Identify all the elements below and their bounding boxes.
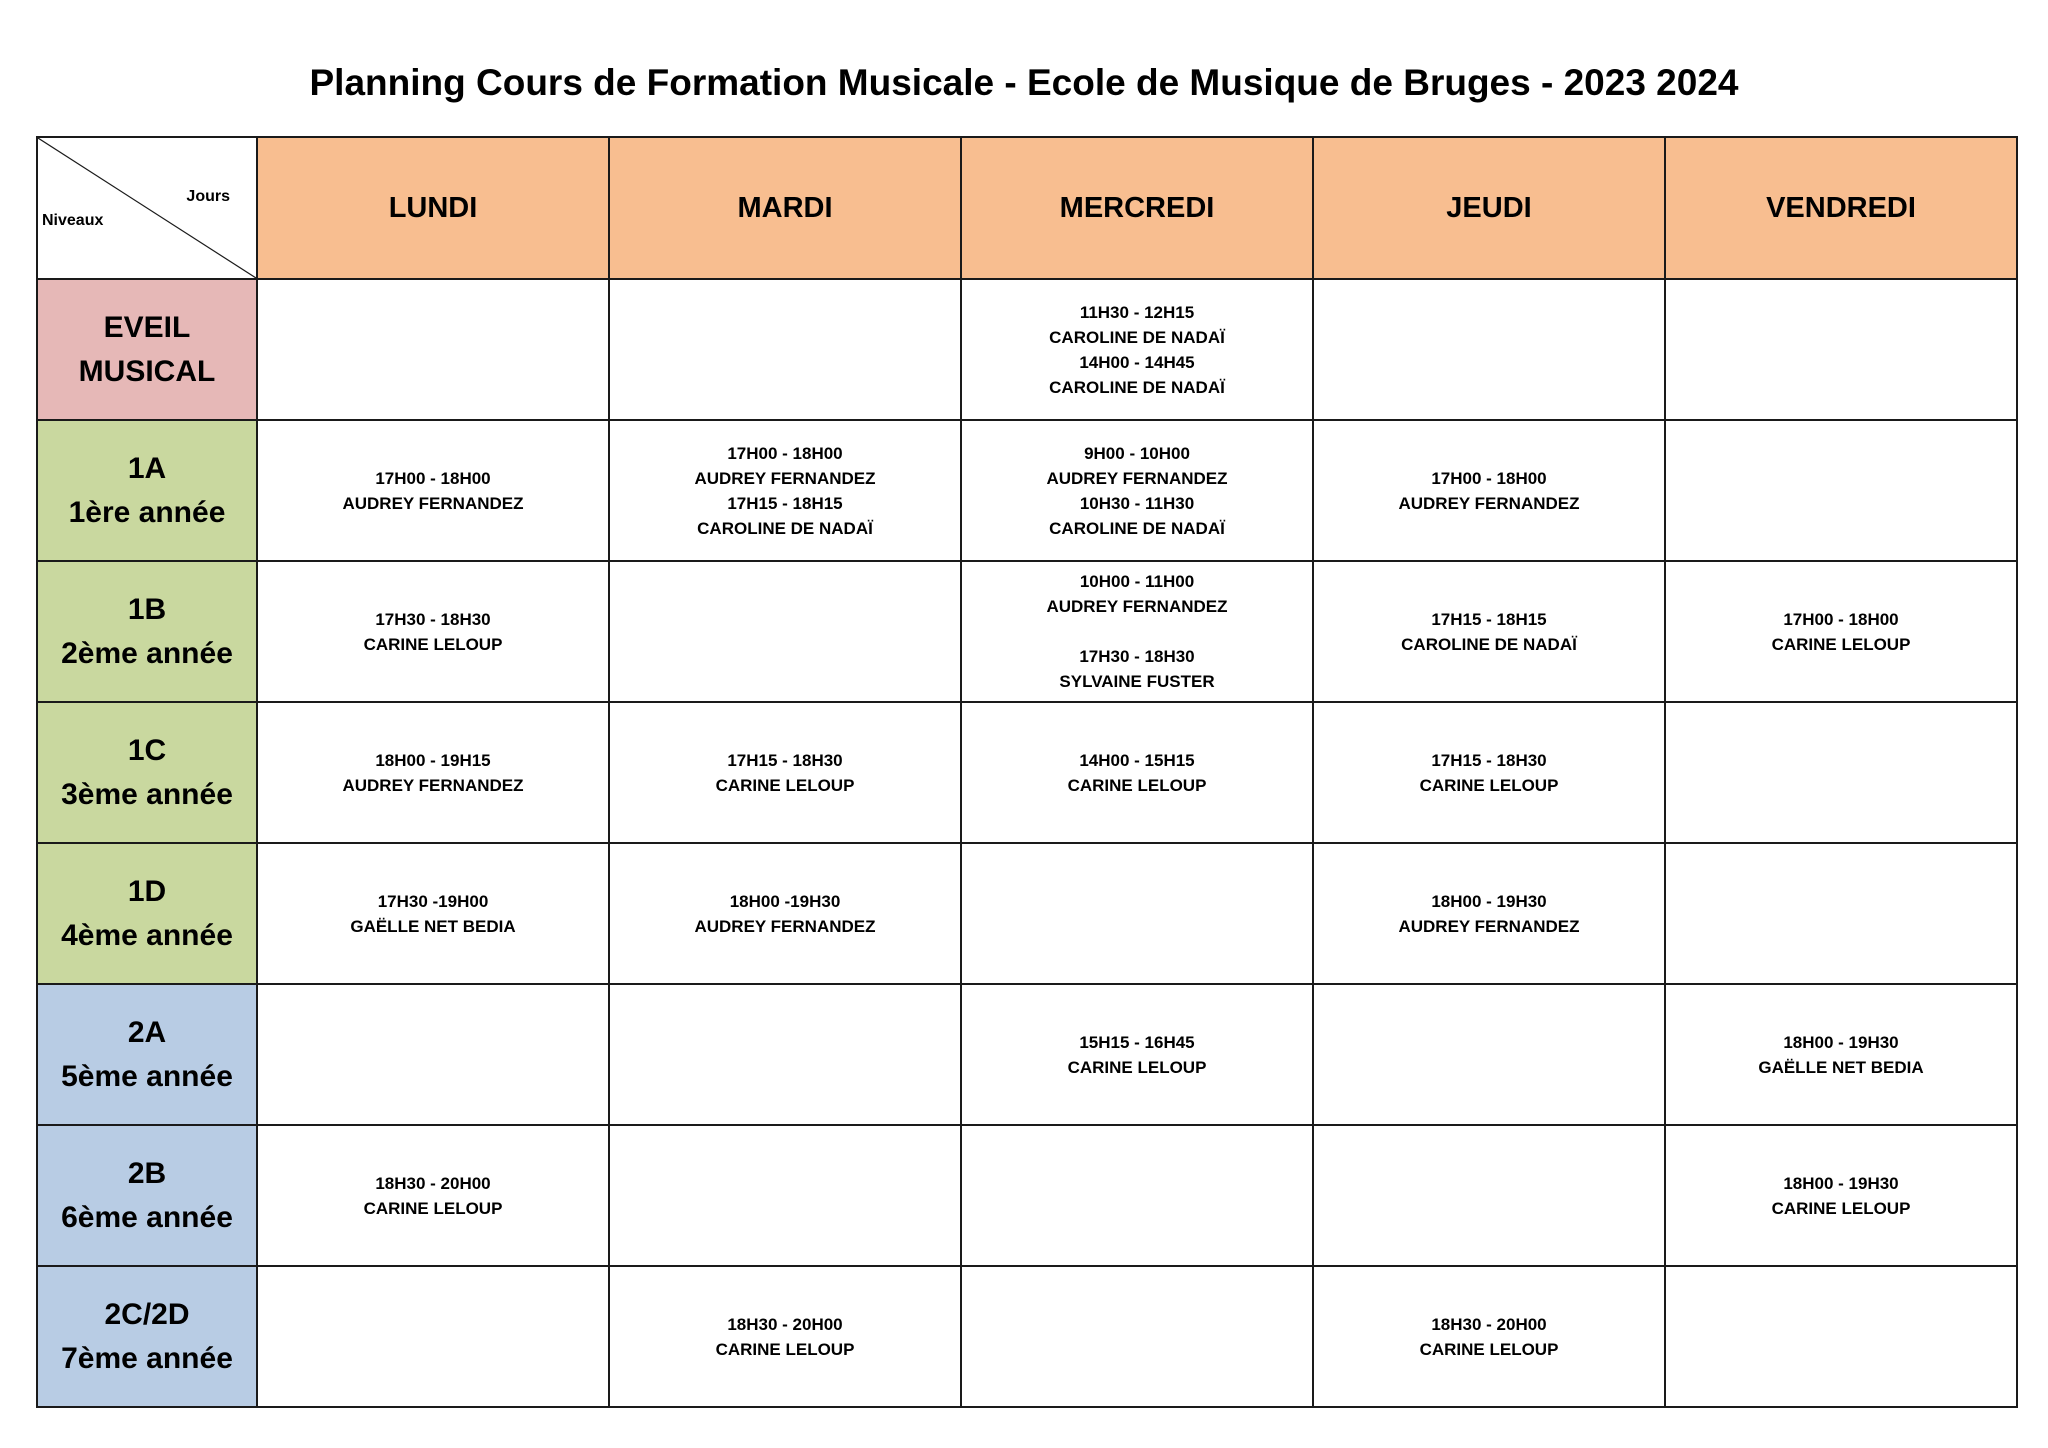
slot-cell-monday	[257, 420, 609, 561]
slot-cell-wednesday	[961, 561, 1313, 702]
schedule-row	[37, 561, 2017, 702]
level-label: 2ème année	[61, 636, 233, 670]
slot-cell-tuesday	[609, 279, 961, 420]
slot-cell-wednesday	[961, 843, 1313, 984]
slot-line: CAROLINE DE NADAÏ	[1049, 518, 1225, 538]
level-label: 3ème année	[61, 777, 233, 811]
schedule-row	[37, 702, 2017, 843]
slot-cell-monday	[257, 843, 609, 984]
day-header-tuesday: MARDI	[609, 137, 961, 279]
schedule-row	[37, 984, 2017, 1125]
slot-line: 17H00 - 18H00	[1431, 468, 1547, 488]
level-cell	[37, 702, 257, 843]
page-title: Planning Cours de Formation Musicale - Ecole de Musique de Bruges - 2023 2024	[309, 62, 1739, 103]
day-header-wednesday: MERCREDI	[961, 137, 1313, 279]
slot-line: 18H00 - 19H30	[1783, 1173, 1899, 1193]
slot-cell-monday	[257, 984, 609, 1125]
corner-label-levels: Niveaux	[42, 212, 104, 229]
slot-line: SYLVAINE FUSTER	[1059, 672, 1215, 691]
level-cell	[37, 1125, 257, 1266]
slot-cell-friday	[1665, 1125, 2017, 1266]
slot-cell-tuesday	[609, 702, 961, 843]
level-label: 7ème année	[61, 1341, 233, 1375]
slot-line: 14H00 - 14H45	[1079, 352, 1195, 372]
slot-line: 14H00 - 15H15	[1079, 750, 1195, 770]
slot-line: 18H00 - 19H15	[375, 750, 491, 770]
slot-line: 17H30 - 18H30	[1079, 647, 1195, 666]
slot-line: 17H00 - 18H00	[375, 468, 491, 488]
schedule-row	[37, 420, 2017, 561]
slot-line: GAËLLE NET BEDIA	[1758, 1057, 1924, 1077]
slot-cell-tuesday	[609, 843, 961, 984]
schedule-table	[36, 136, 2018, 1408]
slot-cell-friday	[1665, 984, 2017, 1125]
header-row	[37, 137, 2017, 279]
slot-line: CARINE LELOUP	[1771, 1198, 1911, 1218]
slot-cell-friday	[1665, 420, 2017, 561]
level-cell	[37, 561, 257, 702]
day-header-thursday: JEUDI	[1313, 137, 1665, 279]
diagonal-line	[38, 138, 256, 278]
slot-cell-monday	[257, 702, 609, 843]
slot-cell-thursday	[1313, 279, 1665, 420]
slot-line: 17H30 -19H00	[377, 891, 489, 911]
schedule-row	[37, 843, 2017, 984]
slot-line: 18H30 - 20H00	[1431, 1314, 1547, 1334]
slot-line: 9H00 - 10H00	[1084, 443, 1190, 463]
slot-cell-thursday	[1313, 984, 1665, 1125]
slot-line: CAROLINE DE NADAÏ	[1049, 377, 1225, 397]
level-cell	[37, 1266, 257, 1407]
slot-line: 18H00 -19H30	[729, 891, 841, 911]
slot-line: CARINE LELOUP	[1771, 634, 1911, 654]
level-label: 2A	[127, 1015, 167, 1049]
slot-cell-tuesday	[609, 1266, 961, 1407]
slot-line: AUDREY FERNANDEZ	[342, 493, 524, 513]
slot-line: AUDREY FERNANDEZ	[1046, 597, 1228, 616]
level-label: 4ème année	[61, 918, 233, 952]
slot-cell-friday	[1665, 702, 2017, 843]
slot-line: 15H15 - 16H45	[1079, 1032, 1195, 1052]
slot-cell-friday	[1665, 561, 2017, 702]
slot-cell-friday	[1665, 843, 2017, 984]
corner-label-days: Jours	[186, 188, 230, 205]
level-label: 5ème année	[61, 1059, 233, 1093]
slot-line: CARINE LELOUP	[1419, 775, 1559, 795]
slot-line: CARINE LELOUP	[1067, 1057, 1207, 1077]
slot-cell-tuesday	[609, 561, 961, 702]
slot-line: 18H00 - 19H30	[1783, 1032, 1899, 1052]
slot-cell-thursday	[1313, 702, 1665, 843]
slot-cell-monday	[257, 279, 609, 420]
day-header-monday: LUNDI	[257, 137, 609, 279]
schedule-row	[37, 1266, 2017, 1407]
slot-cell-thursday	[1313, 420, 1665, 561]
slot-cell-friday	[1665, 1266, 2017, 1407]
slot-line: CAROLINE DE NADAÏ	[1401, 634, 1577, 654]
slot-cell-wednesday	[961, 420, 1313, 561]
slot-line: CARINE LELOUP	[363, 1198, 503, 1218]
slot-cell-monday	[257, 561, 609, 702]
slot-cell-wednesday	[961, 1125, 1313, 1266]
slot-cell-friday	[1665, 279, 2017, 420]
slot-line: AUDREY FERNANDEZ	[694, 468, 876, 488]
slot-line: 11H30 - 12H15	[1079, 302, 1195, 322]
slot-cell-thursday	[1313, 843, 1665, 984]
slot-line: 17H00 - 18H00	[727, 443, 843, 463]
level-label: 1B	[127, 592, 167, 626]
slot-cell-thursday	[1313, 561, 1665, 702]
slot-cell-thursday	[1313, 1266, 1665, 1407]
day-header-friday: VENDREDI	[1665, 137, 2017, 279]
slot-line: 17H15 - 18H30	[1431, 750, 1547, 770]
slot-line: 17H15 - 18H15	[727, 493, 843, 513]
slot-line: GAËLLE NET BEDIA	[350, 916, 516, 936]
slot-line: 17H30 - 18H30	[375, 609, 491, 629]
slot-cell-monday	[257, 1125, 609, 1266]
level-cell	[37, 843, 257, 984]
slot-cell-tuesday	[609, 420, 961, 561]
slot-cell-tuesday	[609, 984, 961, 1125]
slot-cell-thursday	[1313, 1125, 1665, 1266]
slot-line: 10H30 - 11H30	[1079, 493, 1195, 513]
schedule-body	[37, 279, 2017, 1407]
slot-line: CAROLINE DE NADAÏ	[697, 518, 873, 538]
slot-line: 10H00 - 11H00	[1079, 572, 1195, 591]
slot-cell-wednesday	[961, 279, 1313, 420]
slot-line: 18H30 - 20H00	[727, 1314, 843, 1334]
slot-line: CARINE LELOUP	[715, 1339, 855, 1359]
level-label: EVEIL	[103, 310, 191, 344]
slot-line: CARINE LELOUP	[1067, 775, 1207, 795]
slot-cell-monday	[257, 1266, 609, 1407]
level-label: 1ère année	[68, 495, 226, 529]
slot-line: AUDREY FERNANDEZ	[342, 775, 524, 795]
slot-cell-wednesday	[961, 984, 1313, 1125]
level-label: 2C/2D	[104, 1297, 190, 1331]
slot-line: 18H00 - 19H30	[1431, 891, 1547, 911]
slot-line: AUDREY FERNANDEZ	[694, 916, 876, 936]
slot-cell-wednesday	[961, 702, 1313, 843]
slot-line: 17H15 - 18H30	[727, 750, 843, 770]
slot-cell-tuesday	[609, 1125, 961, 1266]
level-label: 6ème année	[61, 1200, 233, 1234]
schedule-row	[37, 279, 2017, 420]
slot-line: AUDREY FERNANDEZ	[1398, 916, 1580, 936]
slot-line: CAROLINE DE NADAÏ	[1049, 327, 1225, 347]
slot-line: CARINE LELOUP	[715, 775, 855, 795]
slot-line: AUDREY FERNANDEZ	[1398, 493, 1580, 513]
diagonal-divider	[38, 138, 256, 278]
schedule-row	[37, 1125, 2017, 1266]
slot-line	[962, 619, 1312, 644]
level-label: 2B	[127, 1156, 167, 1190]
level-cell	[37, 984, 257, 1125]
level-label: 1C	[127, 733, 167, 767]
level-label: 1D	[127, 874, 167, 908]
corner-header-cell	[37, 137, 257, 279]
level-cell	[37, 279, 257, 420]
slot-line: 17H15 - 18H15	[1431, 609, 1547, 629]
slot-line: CARINE LELOUP	[1419, 1339, 1559, 1359]
level-label: MUSICAL	[78, 354, 216, 388]
slot-line: 17H00 - 18H00	[1783, 609, 1899, 629]
level-cell	[37, 420, 257, 561]
slot-line: CARINE LELOUP	[363, 634, 503, 654]
slot-cell-wednesday	[961, 1266, 1313, 1407]
slot-line: AUDREY FERNANDEZ	[1046, 468, 1228, 488]
level-label: 1A	[127, 451, 167, 485]
slot-line: 18H30 - 20H00	[375, 1173, 491, 1193]
